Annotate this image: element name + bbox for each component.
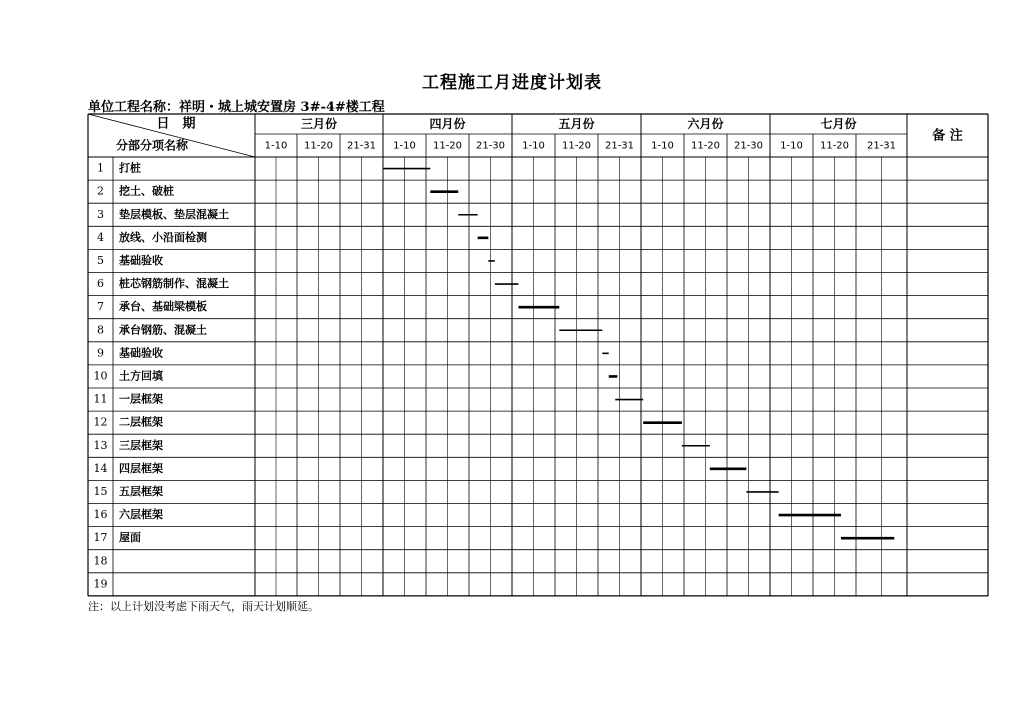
task-name: 五层框架	[119, 484, 163, 498]
period-header: 11-20	[432, 140, 463, 152]
task-name: 二层框架	[119, 415, 163, 429]
row-number: 18	[93, 554, 108, 568]
item-header: 分部分项名称	[115, 138, 189, 153]
month-header: 六月份	[687, 117, 724, 131]
row-number: 19	[93, 577, 108, 591]
period-header: 21-31	[604, 140, 635, 152]
period-header: 21-30	[475, 140, 506, 152]
month-header: 七月份	[820, 117, 857, 131]
task-name: 基础验收	[119, 346, 163, 360]
month-header: 四月份	[429, 117, 466, 131]
task-name: 放线、小沿面检测	[119, 230, 207, 244]
task-name: 屋面	[119, 531, 141, 545]
period-header: 1-10	[393, 140, 416, 152]
row-number: 5	[97, 253, 104, 267]
task-name: 三层框架	[119, 438, 163, 452]
page-title: 工程施工月进度计划表	[422, 73, 602, 93]
footnote: 注：以上计划没考虑下雨天气，雨天计划顺延。	[88, 600, 319, 613]
task-name: 打桩	[119, 161, 141, 175]
row-number: 9	[97, 346, 104, 360]
row-number: 15	[93, 484, 108, 498]
project-name: 单位工程名称：祥明・城上城安置房 3#-4#楼工程	[88, 100, 385, 115]
period-header: 11-20	[690, 140, 721, 152]
row-number: 16	[93, 508, 108, 522]
period-header: 1-10	[264, 140, 288, 152]
period-header: 1-10	[522, 140, 545, 152]
month-header: 五月份	[558, 117, 595, 131]
row-number: 1	[97, 161, 104, 175]
row-number: 8	[97, 323, 104, 337]
period-header: 21-31	[346, 140, 377, 152]
period-header: 11-20	[819, 140, 850, 152]
row-number: 14	[93, 461, 108, 475]
task-name: 垫层模板、垫层混凝土	[119, 207, 229, 221]
task-name: 四层框架	[119, 461, 163, 475]
row-number: 11	[93, 392, 108, 406]
period-header: 1-10	[651, 140, 674, 152]
task-name: 承台、基础梁模板	[119, 300, 207, 314]
task-name: 承台钢筋、混凝土	[119, 323, 207, 337]
task-name: 基础验收	[119, 253, 163, 267]
period-header: 11-20	[303, 140, 334, 152]
period-header: 11-20	[561, 140, 592, 152]
row-number: 7	[97, 300, 104, 314]
row-number: 6	[97, 277, 104, 291]
date-header: 日 期	[156, 116, 196, 132]
row-number: 3	[97, 207, 104, 221]
remarks-header: 备 注	[932, 128, 963, 144]
row-number: 17	[93, 531, 108, 545]
period-header: 1-10	[780, 140, 803, 152]
row-number: 2	[97, 184, 104, 198]
period-header: 21-31	[866, 140, 897, 152]
row-number: 13	[93, 438, 108, 452]
task-name: 桩芯钢筋制作、混凝土	[119, 277, 229, 291]
task-name: 挖土、破桩	[119, 184, 174, 198]
row-number: 4	[97, 230, 104, 244]
period-header: 21-30	[733, 140, 764, 152]
task-name: 六层框架	[119, 508, 163, 522]
row-number: 10	[93, 369, 108, 383]
row-number: 12	[93, 415, 108, 429]
task-name: 土方回填	[119, 369, 163, 383]
month-header: 三月份	[300, 117, 338, 131]
task-name: 一层框架	[119, 392, 163, 406]
